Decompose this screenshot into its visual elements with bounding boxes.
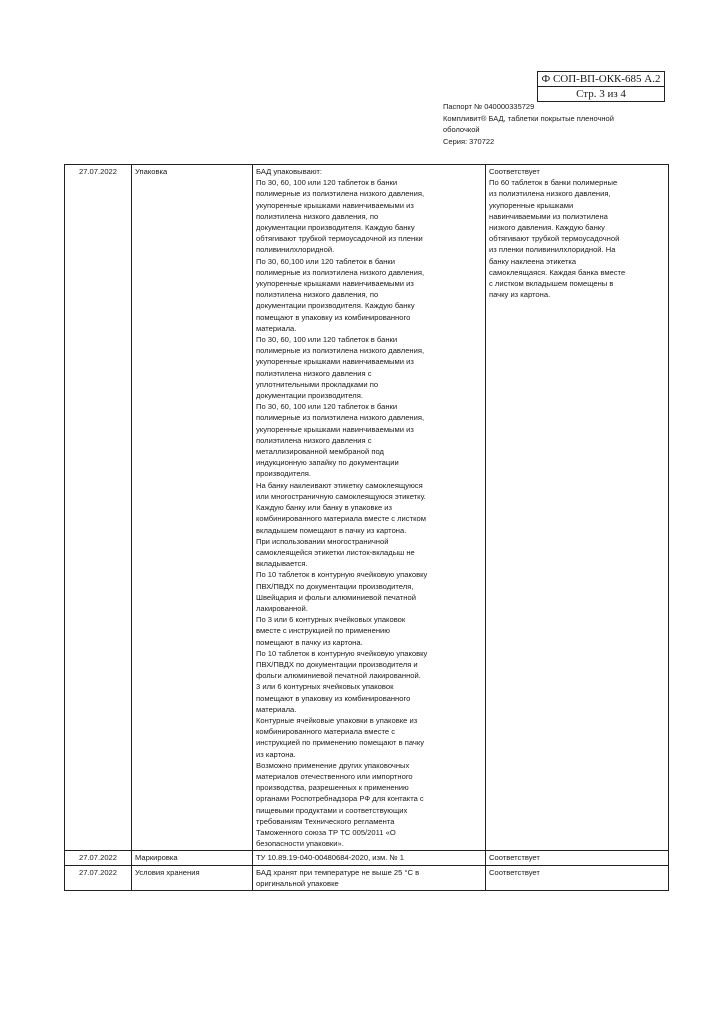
row-date: 27.07.2022 [65, 165, 132, 851]
table-row-packaging [65, 165, 669, 851]
text-line: полимерные из полиэтилена низкого давления, [256, 413, 425, 423]
text-line: производителя. [256, 469, 311, 479]
text-line: самоклеящаяся. Каждая банка вместе [489, 267, 626, 277]
text-line: По 30, 60, 100 или 120 таблеток в банки [256, 402, 398, 412]
text-line: БАД упаковывают: [256, 167, 322, 176]
text-line: фольги алюминиевой печатной лакированной. [256, 671, 421, 681]
row-requirement [253, 865, 486, 890]
text-line: полиэтилена низкого давления, по [256, 211, 379, 221]
text-line: По 30, 60, 100 или 120 таблеток в банки [256, 335, 398, 345]
text-line: или многостраничную самоклеящуюся этикетку. [256, 491, 426, 501]
text-line: укупоренные крышками навинчиваемыми из [256, 279, 414, 289]
text-line: помещают в упаковку из комбинированного [256, 312, 411, 322]
passport-block [443, 101, 663, 147]
row-requirement: ТУ 10.89.19-040-00480684-2020, изм. № 1 [253, 851, 486, 865]
text-line: полиэтилена низкого давления с [256, 435, 372, 445]
text-line: укупоренные крышками навинчиваемыми из [256, 200, 414, 210]
document-code: Ф СОП-ВП-ОКК-685 А.2 [541, 73, 661, 85]
text-line: По 60 таблеток в банки полимерные [489, 178, 618, 188]
text-line: вкладывается. [256, 559, 308, 569]
text-line: ПВХ/ПВДХ по документации производителя и [256, 659, 418, 669]
batch-number: Серия: 370722 [443, 136, 495, 146]
text-line: комбинированного материала вместе с листком [256, 514, 426, 524]
row-indicator: Маркировка [132, 851, 253, 865]
text-line: полиэтилена низкого давления с [256, 368, 372, 378]
text-line: из пленки поливинилхлоридной. На [489, 245, 616, 255]
text-line: вкладышем помещают в пачку из картона. [256, 525, 407, 535]
text-line: пищевыми продуктами и соответствующих [256, 805, 408, 815]
text-line: материала. [256, 704, 297, 714]
text-line: Таможенного союза ТР ТС 005/2011 «О [256, 827, 396, 837]
text-line: По 30, 60, 100 или 120 таблеток в банки [256, 178, 398, 188]
row-result [486, 165, 669, 851]
row-result: Соответствует [486, 851, 669, 865]
text-line: органами Роспотребнадзора РФ для контакта с [256, 794, 424, 804]
text-line: пачку из картона. [489, 290, 551, 300]
text-line: документации производителя. Каждую банку [256, 301, 415, 311]
text-line: укупоренные крышками навинчиваемыми из [256, 357, 414, 367]
text-line: По 3 или 6 контурных ячейковых упаковок [256, 615, 406, 625]
text-line: лакированной. [256, 603, 308, 613]
text-line: По 10 таблеток в контурную ячейковую упаковку [256, 570, 428, 580]
requirement-lines [256, 166, 482, 849]
text-line: вместе с инструкцией по применению [256, 626, 390, 636]
text-line: из полиэтилена низкого давления, [489, 189, 611, 199]
passport-number: Паспорт № 040000335729 [443, 102, 535, 111]
text-line: полиэтилена низкого давления, по [256, 290, 379, 300]
row-date: 27.07.2022 [65, 851, 132, 865]
text-line: БАД хранят при температуре не выше 25 °С в [256, 867, 420, 877]
text-line: инструкцией по применению помещают в пачку [256, 738, 425, 748]
text-line: комбинированного материала вместе с [256, 727, 396, 737]
text-line: поливинилхлоридной. [256, 245, 335, 255]
text-line: Каждую банку или банку в упаковке из [256, 503, 393, 513]
text-line: полимерные из полиэтилена низкого давления, [256, 189, 425, 199]
text-line: безопасности упаковки». [256, 839, 344, 849]
text-line: документации производителя. [256, 391, 363, 401]
text-line: помещают в упаковку из комбинированного [256, 693, 411, 703]
page-number: Стр. 3 из 4 [538, 86, 664, 101]
text-line: производства, разрешенных к применению [256, 783, 409, 793]
text-line: Соответствует [489, 167, 540, 176]
product-name-continued: оболочкой [443, 125, 480, 134]
text-line: укупоренные крышками навинчиваемыми из [256, 424, 414, 434]
text-line: обтягивают трубкой термоусадочной из пленки [256, 234, 423, 244]
text-line: полимерные из полиэтилена низкого давления, [256, 346, 425, 356]
text-line: обтягивают трубкой термоусадочной [489, 234, 620, 244]
text-line: документации производителя. Каждую банку [256, 223, 415, 233]
row-indicator: Условия хранения [132, 865, 253, 890]
text-line: уплотнительными прокладками по [256, 379, 379, 389]
text-line: По 10 таблеток в контурную ячейковую упаковку [256, 648, 428, 658]
text-line: 3 или 6 контурных ячейковых упаковок [256, 682, 394, 692]
text-line: с листком вкладышем помещены в [489, 279, 614, 289]
text-line: индукционную запайку по документации [256, 458, 399, 468]
result-lines [489, 166, 665, 300]
text-line: Швейцария и фольги алюминиевой печатной [256, 592, 416, 602]
text-line: полимерные из полиэтилена низкого давления, [256, 267, 425, 277]
text-line: На банку наклеивают этикетку самоклеящуюся [256, 480, 423, 490]
table-row-storage [65, 865, 669, 890]
text-line: ПВХ/ПВДХ по документации производителя, [256, 581, 414, 591]
text-line: требованиям Технического регламента [256, 816, 395, 826]
text-line: самоклеящейся этикетки листок-вкладыш не [256, 547, 415, 557]
row-date: 27.07.2022 [65, 865, 132, 890]
text-line: Возможно применение других упаковочных [256, 760, 410, 770]
text-line: материала. [256, 323, 297, 333]
quality-control-table [64, 164, 669, 891]
row-requirement [253, 165, 486, 851]
text-line: оригинальной упаковке [256, 878, 339, 888]
text-line: помещают в пачку из картона. [256, 637, 363, 647]
row-indicator: Упаковка [132, 165, 253, 851]
text-line: При использовании многостраничной [256, 536, 389, 546]
text-line: материалов отечественного или импортного [256, 771, 413, 781]
text-line: По 30, 60,100 или 120 таблеток в банки [256, 256, 395, 266]
text-line: из картона. [256, 749, 296, 759]
product-name: Компливит® БАД, таблетки покрытые пленочной [443, 113, 614, 123]
text-line: металлизированной мембраной под [256, 447, 384, 457]
document-code-box [537, 71, 665, 102]
text-line: банку наклеена этикетка [489, 256, 577, 266]
text-line: Контурные ячейковые упаковки в упаковке из [256, 715, 418, 725]
text-line: навинчиваемыми из полиэтилена [489, 211, 608, 221]
text-line: укупоренные крышками [489, 200, 574, 210]
row-result: Соответствует [486, 865, 669, 890]
table-row-marking [65, 851, 669, 865]
text-line: низкого давления. Каждую банку [489, 223, 605, 233]
requirement-lines [256, 867, 482, 889]
